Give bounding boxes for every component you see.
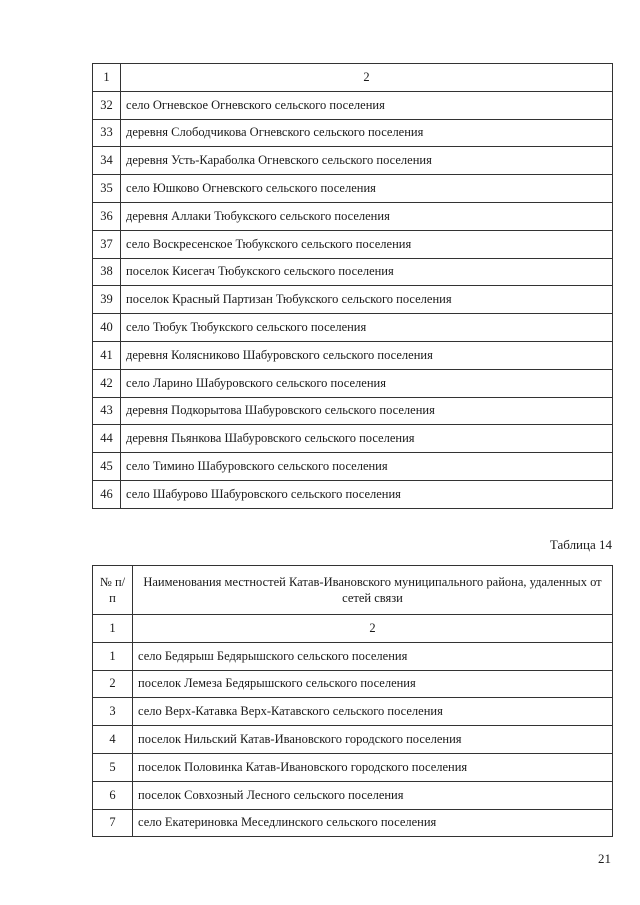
settlement-name: село Тимино Шабуровского сельского поселения xyxy=(121,453,613,481)
table-row xyxy=(93,91,613,119)
settlement-name: село Тюбук Тюбукского сельского поселения xyxy=(121,314,613,342)
row-number: 39 xyxy=(93,286,121,314)
settlement-name: село Верх-Катавка Верх-Катавского сельского поселения xyxy=(133,698,613,726)
table-row xyxy=(93,425,613,453)
table-row xyxy=(93,781,613,809)
row-number: 5 xyxy=(93,753,133,781)
table-row xyxy=(93,341,613,369)
row-number: 37 xyxy=(93,230,121,258)
table-row xyxy=(93,726,613,754)
settlement-name: деревня Усть-Караболка Огневского сельского поселения xyxy=(121,147,613,175)
row-number: 35 xyxy=(93,175,121,203)
table-row xyxy=(93,670,613,698)
settlements-table-continued xyxy=(92,63,613,509)
row-number: 41 xyxy=(93,341,121,369)
column-number-1: 1 xyxy=(93,615,133,643)
table-row xyxy=(93,286,613,314)
settlement-name: поселок Лемеза Бедярышского сельского поселения xyxy=(133,670,613,698)
settlement-name: село Воскресенское Тюбукского сельского поселения xyxy=(121,230,613,258)
row-number: 6 xyxy=(93,781,133,809)
table-row xyxy=(93,369,613,397)
table-row xyxy=(93,147,613,175)
table-row xyxy=(93,480,613,508)
settlement-name: деревня Подкорытова Шабуровского сельского поселения xyxy=(121,397,613,425)
row-number: 38 xyxy=(93,258,121,286)
row-number: 44 xyxy=(93,425,121,453)
table-row xyxy=(93,119,613,147)
settlement-name: деревня Пьянкова Шабуровского сельского поселения xyxy=(121,425,613,453)
column-number-1: 1 xyxy=(93,64,121,92)
row-number: 4 xyxy=(93,726,133,754)
row-number: 1 xyxy=(93,642,133,670)
katav-ivanovsky-settlements-table xyxy=(92,565,613,837)
settlement-name: село Екатериновка Меседлинского сельского поселения xyxy=(133,809,613,837)
table-row xyxy=(93,397,613,425)
settlement-name: деревня Слободчикова Огневского сельского поселения xyxy=(121,119,613,147)
settlement-name: поселок Половинка Катав-Ивановского городского поселения xyxy=(133,753,613,781)
table-row xyxy=(93,175,613,203)
column-number-2: 2 xyxy=(121,64,613,92)
row-number: 36 xyxy=(93,202,121,230)
table-row xyxy=(93,453,613,481)
table-row xyxy=(93,753,613,781)
settlement-name: поселок Совхозный Лесного сельского поселения xyxy=(133,781,613,809)
settlement-name: село Шабурово Шабуровского сельского поселения xyxy=(121,480,613,508)
table-header-row xyxy=(93,615,613,643)
row-number: 32 xyxy=(93,91,121,119)
row-number: 45 xyxy=(93,453,121,481)
row-number: 7 xyxy=(93,809,133,837)
table-row xyxy=(93,258,613,286)
table-row xyxy=(93,202,613,230)
row-number: 42 xyxy=(93,369,121,397)
row-number: 3 xyxy=(93,698,133,726)
table-row xyxy=(93,314,613,342)
row-number: 43 xyxy=(93,397,121,425)
settlement-name: село Бедярыш Бедярышского сельского поселения xyxy=(133,642,613,670)
table-row xyxy=(93,698,613,726)
settlement-name: поселок Красный Партизан Тюбукского сельского поселения xyxy=(121,286,613,314)
row-number: 40 xyxy=(93,314,121,342)
settlement-name: поселок Нильский Катав-Ивановского городского поселения xyxy=(133,726,613,754)
table-row xyxy=(93,230,613,258)
index-column-header: № п/п xyxy=(93,566,133,615)
table-row xyxy=(93,809,613,837)
settlement-name: деревня Колясниково Шабуровского сельского поселения xyxy=(121,341,613,369)
row-number: 2 xyxy=(93,670,133,698)
column-number-2: 2 xyxy=(133,615,613,643)
row-number: 46 xyxy=(93,480,121,508)
settlement-name: деревня Аллаки Тюбукского сельского поселения xyxy=(121,202,613,230)
table-header-row xyxy=(93,64,613,92)
settlement-name: село Огневское Огневского сельского поселения xyxy=(121,91,613,119)
table-row xyxy=(93,642,613,670)
page-number: 21 xyxy=(598,851,611,866)
settlement-name: село Ларино Шабуровского сельского поселения xyxy=(121,369,613,397)
table-caption: Таблица 14 xyxy=(549,537,612,552)
row-number: 33 xyxy=(93,119,121,147)
row-number: 34 xyxy=(93,147,121,175)
settlement-name: поселок Кисегач Тюбукского сельского поселения xyxy=(121,258,613,286)
names-column-header: Наименования местностей Катав-Ивановского муниципального района, удаленных от сетей связи xyxy=(133,566,613,615)
table-title-row xyxy=(93,566,613,615)
settlement-name: село Юшково Огневского сельского поселения xyxy=(121,175,613,203)
